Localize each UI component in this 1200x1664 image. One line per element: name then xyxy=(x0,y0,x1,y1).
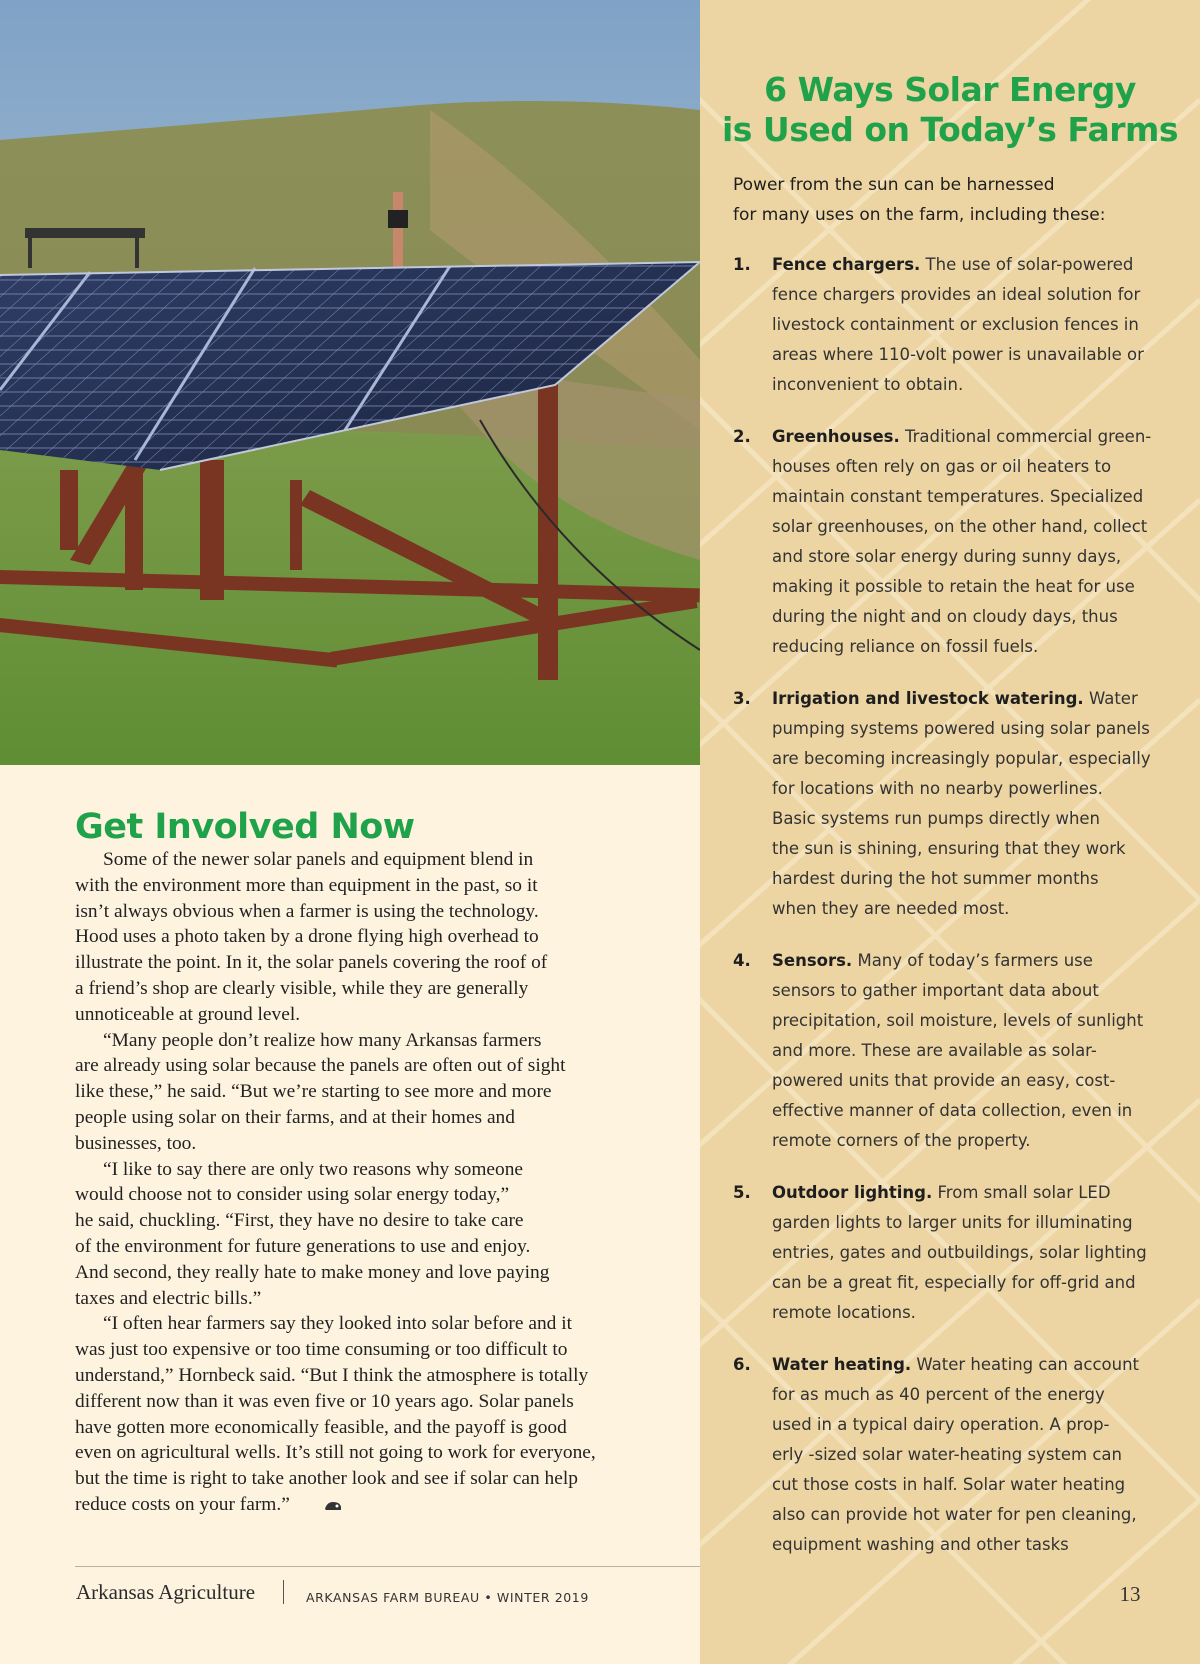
list-item-number: 3. xyxy=(733,689,751,708)
article-paragraph: “I like to say there are only two reasons why someone would choose not to consider using solar energy today,” he said, chuckling. “First, they have no desire to take care of the environment for future generations to use and enjoy. And second, they really hate to make money and love paying taxes and electric bills.” xyxy=(75,1158,550,1309)
list-item xyxy=(733,1178,1193,1328)
list-item xyxy=(733,250,1193,400)
article-paragraph-last xyxy=(75,1311,655,1519)
page-number: 13 xyxy=(1119,1582,1141,1606)
list-item-heading: Sensors. xyxy=(772,951,853,970)
list-item-heading: Water heating. xyxy=(772,1355,912,1374)
list-item-heading: Irrigation and livestock watering. xyxy=(772,689,1084,708)
footer-organization: ARKANSAS FARM BUREAU • WINTER 2019 xyxy=(306,1590,589,1605)
footer-divider xyxy=(75,1566,700,1567)
list-item-heading: Outdoor lighting. xyxy=(772,1183,933,1202)
article-heading: Get Involved Now xyxy=(75,807,415,847)
sidebar xyxy=(700,0,1200,1664)
list-item xyxy=(733,946,1193,1156)
list-item-number: 5. xyxy=(733,1183,751,1202)
list-item xyxy=(733,1350,1193,1560)
list-item-text: Water pumping systems powered using solar panels are becoming increasingly popular, especially for locations with no nearby powerlines. Basic systems run pumps directly when the sun is shining, ensuring that they work hardest during the hot summer months when they are needed most. xyxy=(772,689,1151,918)
list-item-text: From small solar LED garden lights to larger units for illuminating entries, gates and outbuildings, solar lighting can be a great fit, especially for off-grid and remote locations. xyxy=(772,1183,1147,1322)
list-item-number: 2. xyxy=(733,427,751,446)
list-item xyxy=(733,684,1193,924)
list-item-heading: Greenhouses. xyxy=(772,427,900,446)
article-paragraph-text: “I often hear farmers say they looked into solar before and it was just too expensive or too time consuming or too difficult to understand,” Hornbeck said. “But I think the atmosphere is totally different now than it was even five or 10 years ago. Solar panels have gotten more economically feasible, and the payoff is good even on agricultural wells. It’s still not going to work for everyone, but the time is right to take another look and see if solar can help reduce costs on your farm.” xyxy=(75,1313,596,1515)
list-item-text: The use of solar-powered fence chargers provides an ideal solution for livestock containment or exclusion fences in areas where 110-volt power is unavailable or inconvenient to obtain. xyxy=(772,255,1144,394)
end-mark-icon xyxy=(296,1494,342,1520)
footer-publication: Arkansas Agriculture xyxy=(76,1580,256,1604)
solar-uses-list xyxy=(733,250,1193,1582)
list-item-heading: Fence chargers. xyxy=(772,255,921,274)
sidebar-title: 6 Ways Solar Energy is Used on Today’s Farms xyxy=(721,70,1179,149)
list-item-text: Water heating can account for as much as 40 percent of the energy used in a typical dairy operation. A prop- erly -sized solar water-heating system can cut those costs in half. Solar water heating also can provide hot water for pen cleaning, equipment washing and other tasks xyxy=(772,1355,1139,1554)
footer-separator xyxy=(283,1580,284,1604)
list-item-number: 4. xyxy=(733,951,751,970)
solar-panel-photo xyxy=(0,0,700,765)
list-item-number: 6. xyxy=(733,1355,751,1374)
article-paragraph: Some of the newer solar panels and equipment blend in with the environment more than equipment in the past, so it isn’t always obvious when a farmer is using the technology. Hood uses a photo taken by a drone flying high overhead to illustrate the point. In it, the solar panels covering the roof of a friend’s shop are clearly visible, while they are generally unnoticeable at ground level. xyxy=(75,849,548,1025)
list-item xyxy=(733,422,1193,662)
list-item-text: Many of today’s farmers use sensors to gather important data about precipitation, soil moisture, levels of sunlight and more. These are available as solar- powered units that provide an easy, cost- effective manner of data collection, even in remote corners of the property. xyxy=(772,951,1144,1150)
list-item-text: Traditional commercial green- houses often rely on gas or oil heaters to maintain constant temperatures. Specialized solar greenhouses, on the other hand, collect and store solar energy during sunny days, making it possible to retain the heat for use during the night and on cloudy days, thus reducing reliance on fossil fuels. xyxy=(772,427,1152,656)
article-paragraph: “Many people don’t realize how many Arkansas farmers are already using solar because the panels are often out of sight like these,” he said. “But we’re starting to see more and more people using solar on their farms, and at their homes and businesses, too. xyxy=(75,1029,566,1154)
sidebar-intro: Power from the sun can be harnessed for many uses on the farm, including these: xyxy=(733,175,1106,225)
article xyxy=(75,805,655,1520)
list-item-number: 1. xyxy=(733,255,751,274)
